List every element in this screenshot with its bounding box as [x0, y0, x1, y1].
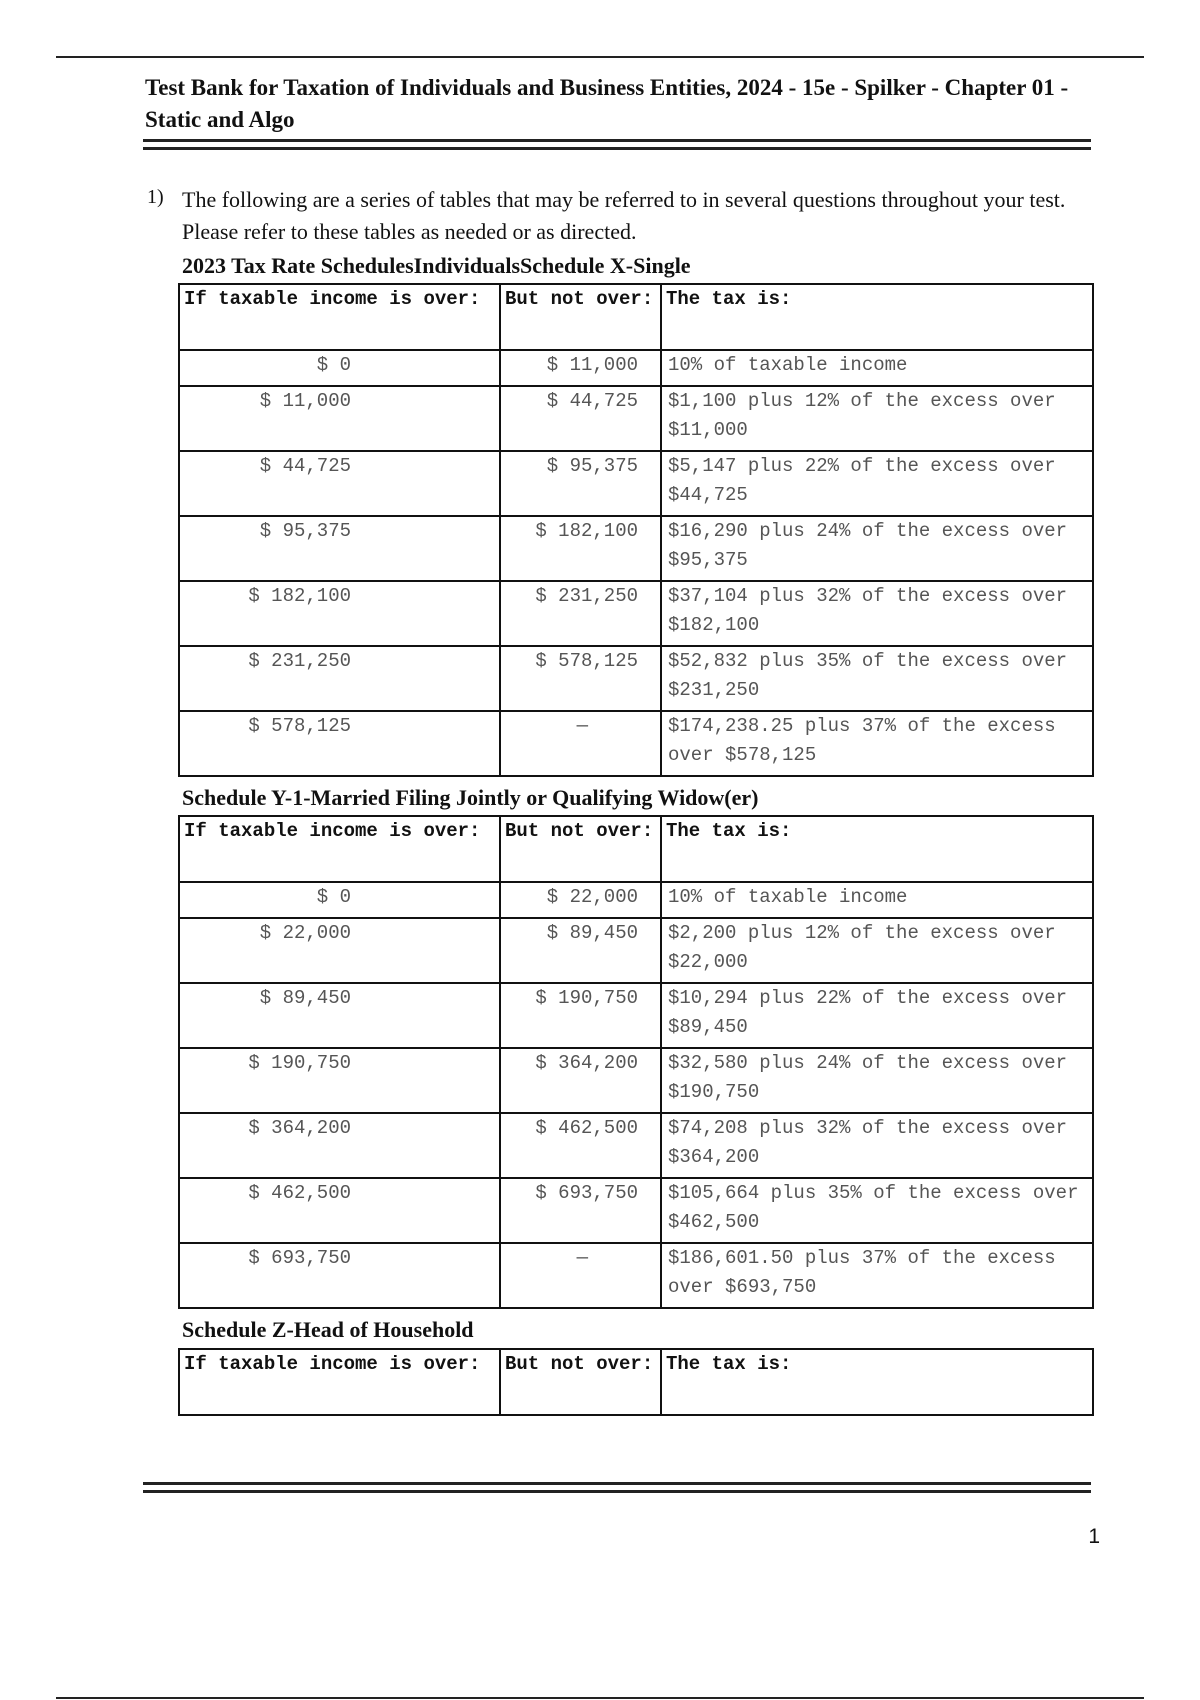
cell-tax: $52,832 plus 35% of the excess over $231,250 — [661, 646, 1093, 711]
question-number: 1) — [147, 186, 164, 208]
cell-tax: $5,147 plus 22% of the excess over $44,725 — [661, 451, 1093, 516]
schedule-y1-heading: Schedule Y-1-Married Filing Jointly or Qualifying Widow(er) — [182, 785, 759, 810]
header-tax: The tax is: — [661, 284, 1093, 350]
footer-double-rule — [143, 1482, 1091, 1493]
schedule-y1-table — [178, 815, 1094, 1309]
cell-not-over: — — [500, 1243, 661, 1308]
table-row — [179, 350, 1093, 386]
table-row — [179, 581, 1093, 646]
table-header-row — [179, 816, 1093, 882]
cell-not-over: — — [500, 711, 661, 776]
cell-over: $ 0 — [179, 350, 500, 386]
cell-not-over: $ 693,750 — [500, 1178, 661, 1243]
cell-not-over: $ 89,450 — [500, 918, 661, 983]
cell-not-over: $ 462,500 — [500, 1113, 661, 1178]
header-tax: The tax is: — [661, 1349, 1093, 1415]
header-not-over: But not over: — [500, 816, 661, 882]
cell-over: $ 182,100 — [179, 581, 500, 646]
cell-tax: 10% of taxable income — [661, 882, 1093, 918]
table-row — [179, 918, 1093, 983]
cell-not-over: $ 44,725 — [500, 386, 661, 451]
question-text: The following are a series of tables that may be referred to in several questions throughout your test. Please refer to these tables as needed or as directed. — [182, 187, 1066, 244]
cell-not-over: $ 578,125 — [500, 646, 661, 711]
header-not-over: But not over: — [500, 284, 661, 350]
table-row — [179, 451, 1093, 516]
header-over: If taxable income is over: — [179, 1349, 500, 1415]
page-top-rule — [56, 56, 1144, 58]
table-row — [179, 882, 1093, 918]
cell-over: $ 231,250 — [179, 646, 500, 711]
table-row — [179, 1113, 1093, 1178]
cell-over: $ 11,000 — [179, 386, 500, 451]
header-not-over: But not over: — [500, 1349, 661, 1415]
cell-over: $ 190,750 — [179, 1048, 500, 1113]
header-over: If taxable income is over: — [179, 816, 500, 882]
schedule-x-table — [178, 283, 1094, 777]
table-row — [179, 516, 1093, 581]
table-header-row — [179, 1349, 1093, 1415]
cell-tax: $37,104 plus 32% of the excess over $182,100 — [661, 581, 1093, 646]
cell-not-over: $ 231,250 — [500, 581, 661, 646]
table-row — [179, 1243, 1093, 1308]
cell-tax: 10% of taxable income — [661, 350, 1093, 386]
cell-not-over: $ 22,000 — [500, 882, 661, 918]
cell-tax: $10,294 plus 22% of the excess over $89,450 — [661, 983, 1093, 1048]
cell-over: $ 364,200 — [179, 1113, 500, 1178]
cell-over: $ 0 — [179, 882, 500, 918]
table-row — [179, 1178, 1093, 1243]
table-row — [179, 386, 1093, 451]
schedule-z-table — [178, 1348, 1094, 1416]
cell-tax: $16,290 plus 24% of the excess over $95,375 — [661, 516, 1093, 581]
cell-over: $ 22,000 — [179, 918, 500, 983]
table-row — [179, 1048, 1093, 1113]
header-over: If taxable income is over: — [179, 284, 500, 350]
cell-over: $ 95,375 — [179, 516, 500, 581]
page-bottom-rule — [56, 1697, 1144, 1699]
cell-tax: $105,664 plus 35% of the excess over $462,500 — [661, 1178, 1093, 1243]
cell-tax: $74,208 plus 32% of the excess over $364,200 — [661, 1113, 1093, 1178]
cell-tax: $174,238.25 plus 37% of the excess over $578,125 — [661, 711, 1093, 776]
table-row — [179, 711, 1093, 776]
cell-not-over: $ 190,750 — [500, 983, 661, 1048]
cell-tax: $2,200 plus 12% of the excess over $22,000 — [661, 918, 1093, 983]
cell-not-over: $ 95,375 — [500, 451, 661, 516]
header-tax: The tax is: — [661, 816, 1093, 882]
cell-over: $ 578,125 — [179, 711, 500, 776]
cell-over: $ 693,750 — [179, 1243, 500, 1308]
cell-over: $ 44,725 — [179, 451, 500, 516]
table-row — [179, 983, 1093, 1048]
cell-not-over: $ 364,200 — [500, 1048, 661, 1113]
table-header-row — [179, 284, 1093, 350]
cell-over: $ 462,500 — [179, 1178, 500, 1243]
cell-over: $ 89,450 — [179, 983, 500, 1048]
cell-tax: $32,580 plus 24% of the excess over $190,750 — [661, 1048, 1093, 1113]
document-title: Test Bank for Taxation of Individuals and Business Entities, 2024 - 15e - Spilker - Chapter 01 - Static and Algo — [145, 75, 1069, 132]
cell-tax: $1,100 plus 12% of the excess over $11,000 — [661, 386, 1093, 451]
cell-not-over: $ 182,100 — [500, 516, 661, 581]
page-number: 1 — [1088, 1525, 1100, 1548]
schedule-x-heading: 2023 Tax Rate SchedulesIndividualsSchedule X-Single — [182, 253, 691, 278]
table-row — [179, 646, 1093, 711]
cell-not-over: $ 11,000 — [500, 350, 661, 386]
cell-tax: $186,601.50 plus 37% of the excess over $693,750 — [661, 1243, 1093, 1308]
header-double-rule — [143, 139, 1091, 150]
schedule-z-heading: Schedule Z-Head of Household — [182, 1317, 474, 1342]
